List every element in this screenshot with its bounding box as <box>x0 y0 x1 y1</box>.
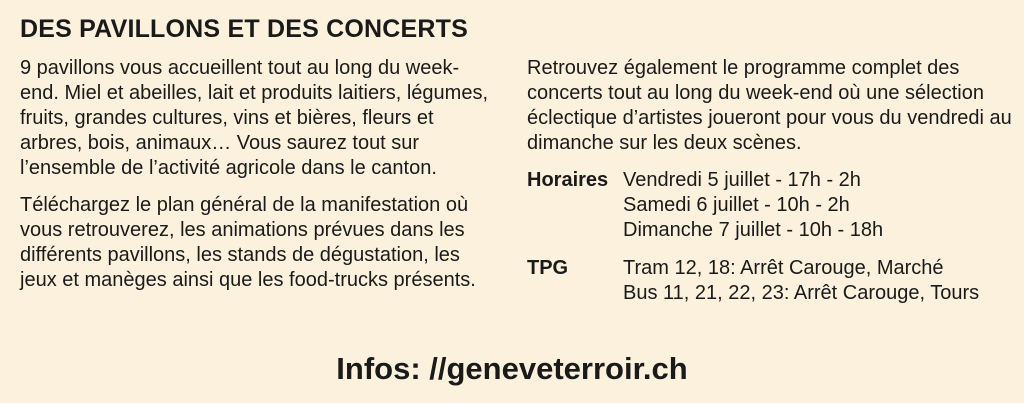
horaires-row <box>527 168 1017 243</box>
left-column <box>20 56 490 305</box>
tpg-bus: Bus 11, 21, 22, 23: Arrêt Carouge, Tours <box>623 282 980 304</box>
horaires-saturday: Samedi 6 juillet - 10h - 2h <box>623 194 850 216</box>
tpg-lines <box>623 256 1017 306</box>
plan-paragraph: Téléchargez le plan général de la manifestation où vous retrouverez, les animations prévues dans les différents pavillons, les stands de dégustation, les jeux et manèges ainsi que les food-trucks présents. <box>20 194 476 291</box>
horaires-sunday: Dimanche 7 juillet - 10h - 18h <box>623 219 884 241</box>
concerts-paragraph: Retrouvez également le programme complet des concerts tout au long du week-end où une sélection éclectique d’artistes joueront pour vous du vendredi au dimanche sur les deux scènes. <box>527 57 1012 154</box>
schedule <box>527 168 1017 306</box>
horaires-lines <box>623 168 1017 243</box>
tpg-tram: Tram 12, 18: Arrêt Carouge, Marché <box>623 257 944 279</box>
pavillons-paragraph: 9 pavillons vous accueillent tout au long du week-end. Miel et abeilles, lait et produits laitiers, légumes, fruits, grandes cultures, vins et bières, fleurs et arbres, bois, animaux… Vous saurez tout sur l’ensemble de l’activité agricole dans le canton. <box>20 57 489 179</box>
horaires-label: Horaires <box>527 169 609 191</box>
tpg-row <box>527 256 1017 306</box>
tpg-label: TPG <box>527 257 569 279</box>
section-title: DES PAVILLONS ET DES CONCERTS <box>20 15 468 43</box>
right-column <box>527 56 1017 319</box>
horaires-friday: Vendredi 5 juillet - 17h - 2h <box>623 169 861 191</box>
infos-link[interactable]: Infos: //geneveterroir.ch <box>336 351 688 386</box>
